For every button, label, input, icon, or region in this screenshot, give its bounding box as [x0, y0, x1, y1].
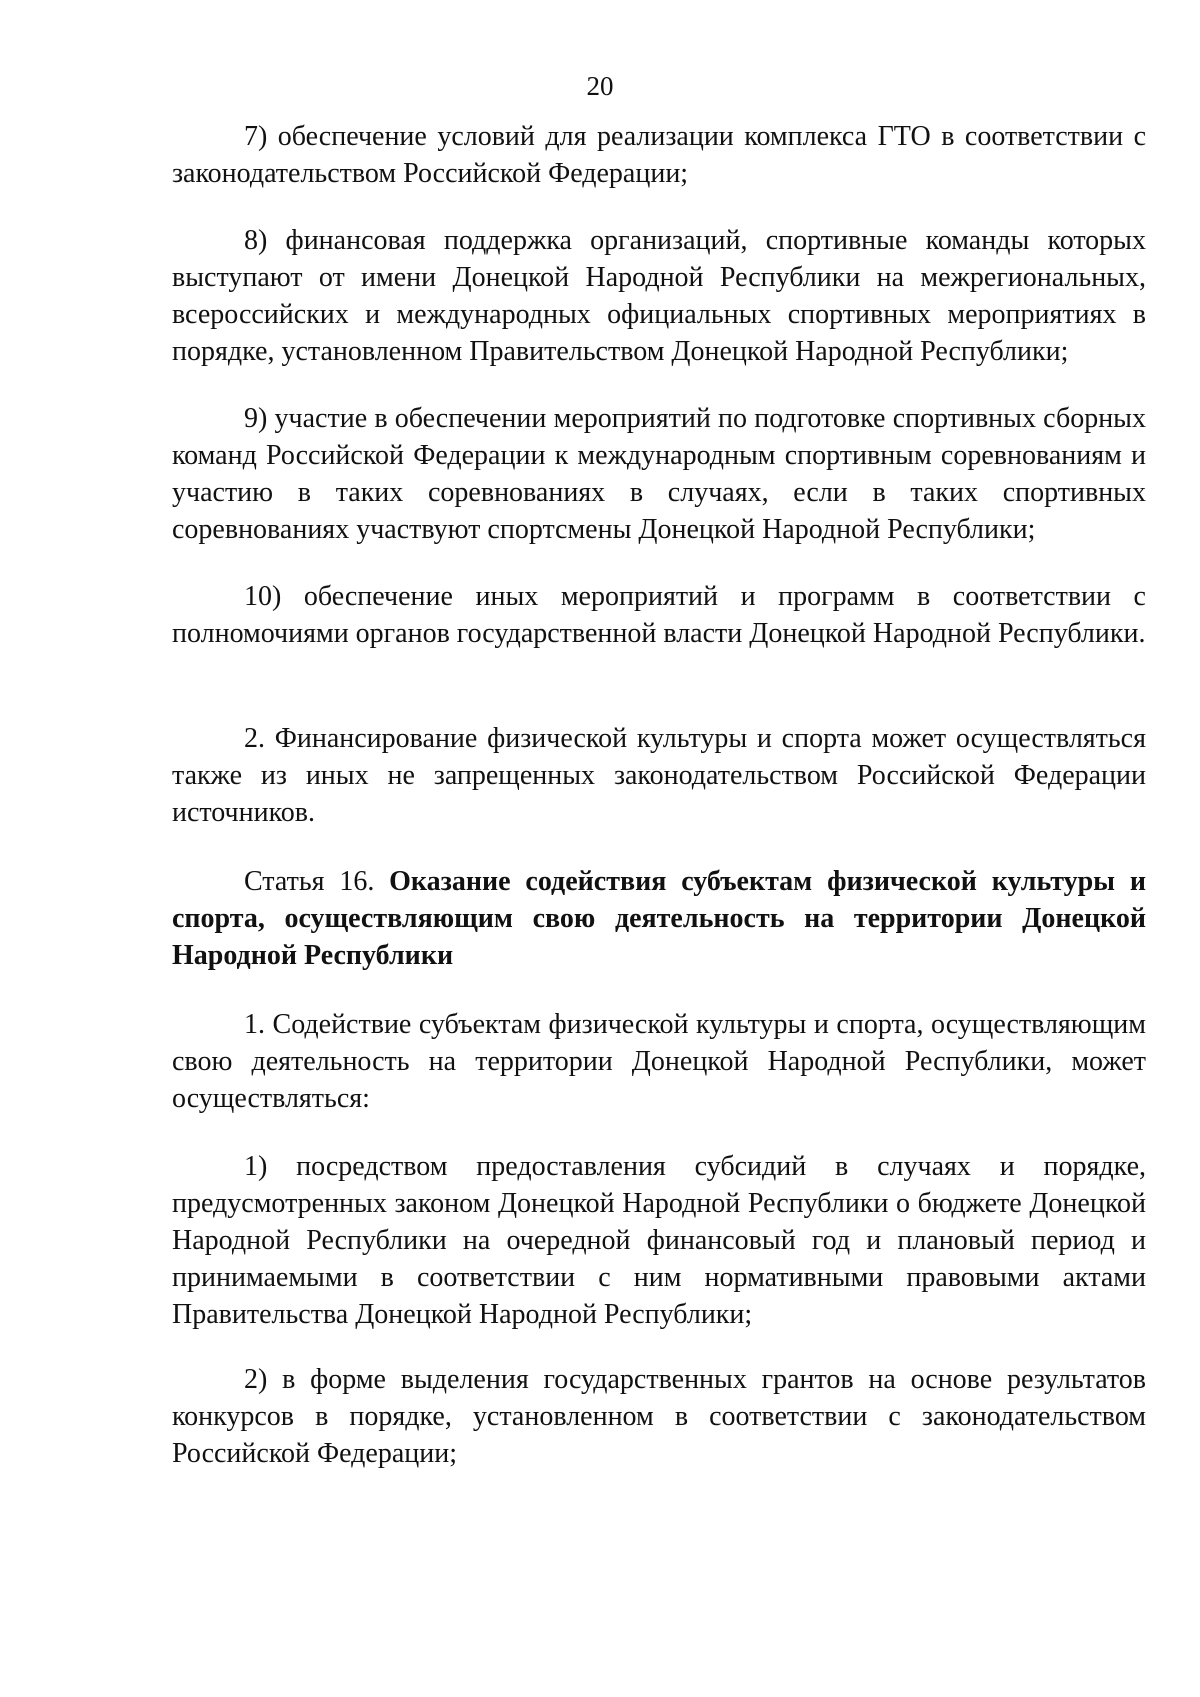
paragraph-7: 7) обеспечение условий для реализации комплекса ГТО в соответствии с законодательством Российской Федерации; — [172, 121, 1146, 189]
article-item-1: 1) посредством предоставления субсидий в случаях и порядке, предусмотренных законом Донецкой Народной Республики о бюджете Донецкой Народной Республики на очередной финансовый год и плановый период и принимаемыми в соответствии с ним нормативными правовыми актами Правительства Донецкой Народной Республики; — [172, 1151, 1146, 1330]
article-label: Статья 16. — [244, 866, 390, 897]
article-title: Оказание содействия субъектам физической культуры и спорта, осуществляющим свою деятельность на территории Донецкой Народной Республики — [172, 866, 1146, 971]
paragraph-part-2: 2. Финансирование физической культуры и спорта может осуществляться также из иных не запрещенных законодательством Российской Федерации источников. — [172, 723, 1146, 828]
page-number: 20 — [586, 71, 614, 101]
paragraph-10: 10) обеспечение иных мероприятий и программ в соответствии с полномочиями органов государственной власти Донецкой Народной Республики. — [172, 581, 1146, 649]
paragraph-8: 8) финансовая поддержка организаций, спортивные команды которых выступают от имени Донецкой Народной Республики на межрегиональных, всероссийских и международных официальных спортивных мероприятиях в порядке, установленном Правительством Донецкой Народной Республики; — [172, 225, 1146, 367]
article-paragraph-1: 1. Содействие субъектам физической культуры и спорта, осуществляющим свою деятельность на территории Донецкой Народной Республики, может осуществляться: — [172, 1009, 1146, 1114]
article-item-2: 2) в форме выделения государственных грантов на основе результатов конкурсов в порядке, установленном в соответствии с законодательством Российской Федерации; — [172, 1364, 1146, 1469]
paragraph-9: 9) участие в обеспечении мероприятий по подготовке спортивных сборных команд Российской Федерации к международным спортивным соревнованиям и участию в таких соревнованиях в случаях, если в таких спортивных соревнованиях участвуют спортсмены Донецкой Народной Республики; — [172, 403, 1146, 545]
article-heading — [172, 863, 1146, 974]
